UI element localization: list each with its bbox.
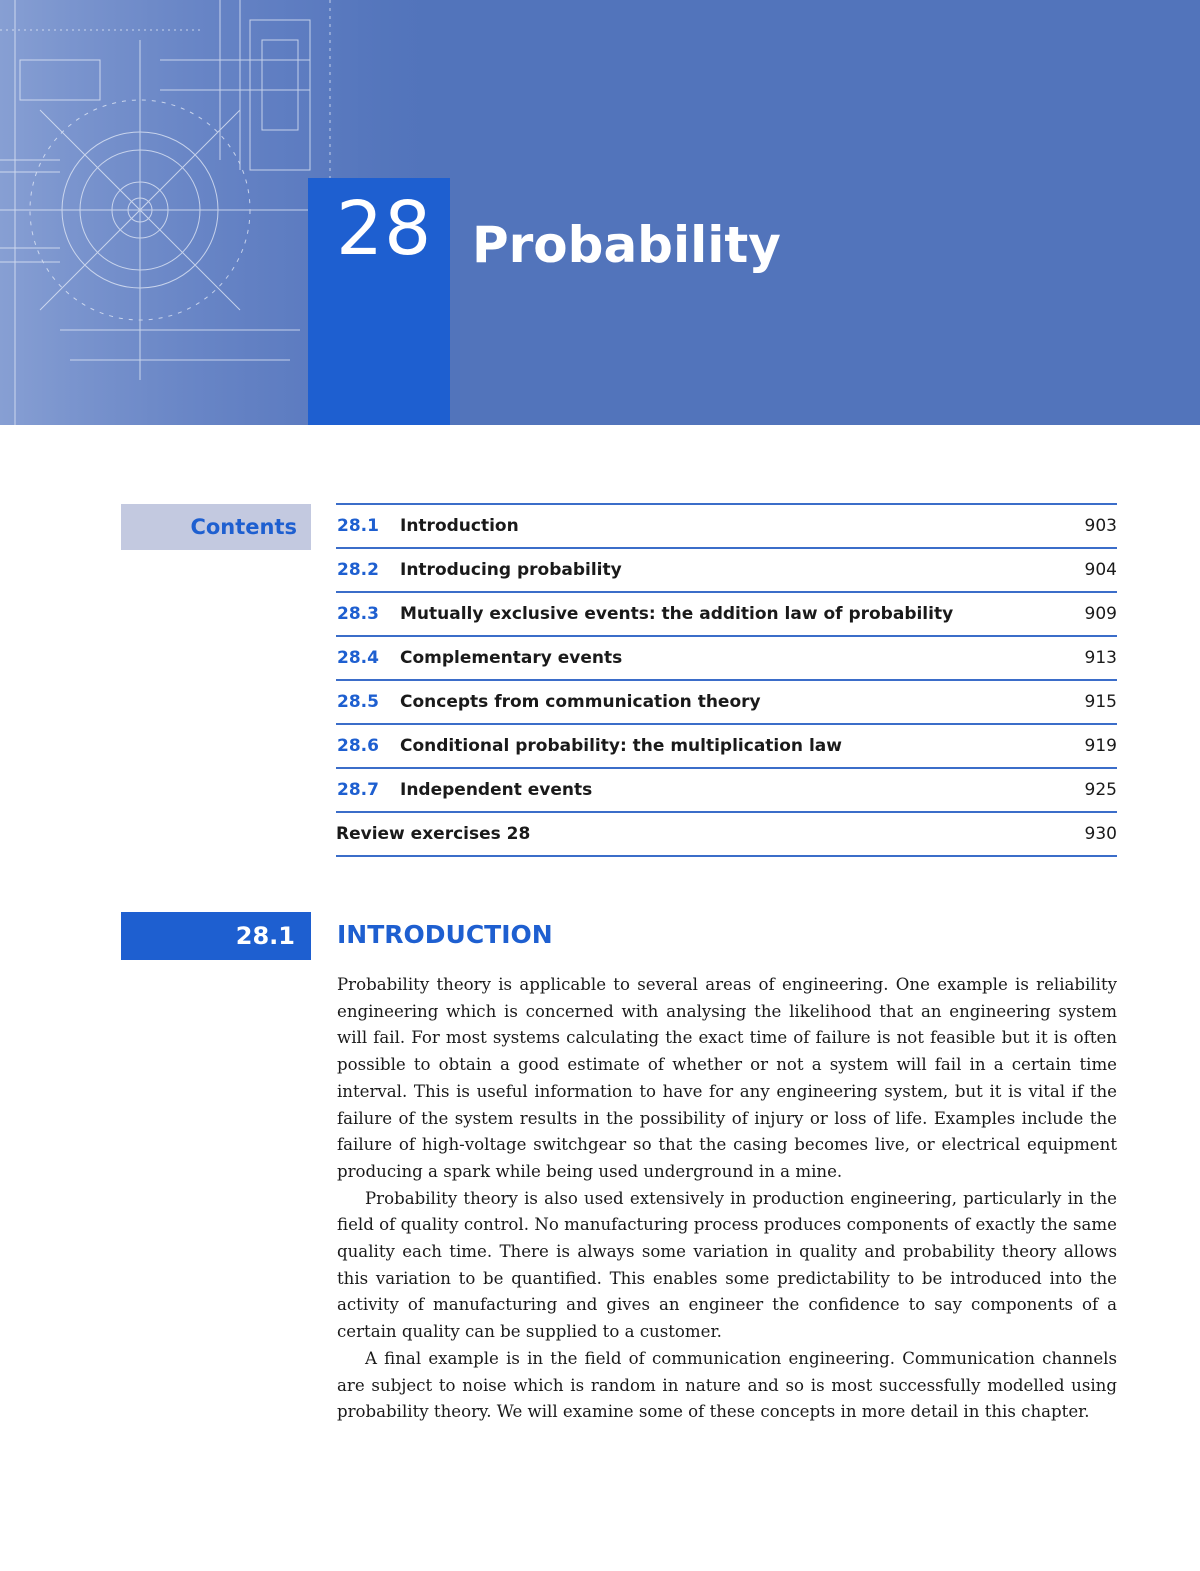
body-paragraph: Probability theory is applicable to several areas of engineering. One example is reliability engineering which is concerned with analysing the likelihood that an engineering system will fail. For most systems calculating the exact time of failure is not feasible but it is often possible to obtain a good estimate of whether or not a system will fail in a certain time interval. This is useful information to have for any engineering system, but it is vital if the failure of the system results in the possibility of injury or loss of life. Examples include the failure of high-voltage switchgear so that the casing becomes live, or electrical equipment producing a spark while being used underground in a mine.: [337, 975, 1117, 1181]
toc-item-title: Introduction: [400, 516, 519, 536]
table-of-contents: [336, 503, 1117, 857]
toc-item-title: Introducing probability: [400, 560, 622, 580]
chapter-title: Probability: [472, 216, 781, 274]
toc-item[interactable]: [336, 725, 1117, 769]
contents-label: Contents: [121, 504, 311, 550]
toc-item[interactable]: [336, 681, 1117, 725]
toc-item-number: 28.7: [337, 780, 379, 800]
toc-item-title: Concepts from communication theory: [400, 692, 761, 712]
toc-review-title: Review exercises 28: [336, 824, 531, 844]
body-paragraph: A final example is in the field of communication engineering. Communication channels are subject to noise which is random in nature and so is most successfully modelled using probability theory. We will examine some of these concepts in more detail in this chapter.: [337, 1348, 1117, 1422]
body-paragraph: Probability theory is also used extensively in production engineering, particularly in the field of quality control. No manufacturing process produces components of exactly the same quality each time. There is always some variation in quality and probability theory allows this variation to be quantified. This enables some predictability to be introduced into the activity of manufacturing and gives an engineer the confidence to say components of a certain quality can be supplied to a customer.: [337, 1188, 1117, 1342]
toc-item-page: 925: [1084, 780, 1117, 800]
toc-item-number: 28.3: [337, 604, 379, 624]
section-title: INTRODUCTION: [337, 920, 553, 949]
toc-item-number: 28.4: [337, 648, 379, 668]
toc-item-page: 909: [1084, 604, 1117, 624]
toc-item-number: 28.1: [337, 516, 379, 536]
toc-item[interactable]: [336, 593, 1117, 637]
toc-item-page: 915: [1084, 692, 1117, 712]
toc-item[interactable]: [336, 637, 1117, 681]
chapter-banner: [0, 0, 1200, 425]
toc-review-page: 930: [1084, 824, 1117, 844]
toc-item-page: 903: [1084, 516, 1117, 536]
toc-item-title: Complementary events: [400, 648, 623, 668]
toc-item-title: Independent events: [400, 780, 593, 800]
toc-item-page: 904: [1084, 560, 1117, 580]
toc-item-title: Mutually exclusive events: the addition law of probability: [400, 604, 954, 624]
toc-item[interactable]: [336, 769, 1117, 813]
toc-review-item[interactable]: [336, 813, 1117, 857]
section-number-box: 28.1: [121, 912, 311, 960]
section-body: [337, 972, 1117, 1426]
toc-item-number: 28.6: [337, 736, 379, 756]
toc-item-number: 28.5: [337, 692, 379, 712]
toc-item-page: 919: [1084, 736, 1117, 756]
toc-item[interactable]: [336, 549, 1117, 593]
toc-item-page: 913: [1084, 648, 1117, 668]
toc-item-number: 28.2: [337, 560, 379, 580]
toc-item[interactable]: [336, 505, 1117, 549]
toc-item-title: Conditional probability: the multiplication law: [400, 736, 842, 756]
chapter-number: 28: [336, 186, 433, 272]
